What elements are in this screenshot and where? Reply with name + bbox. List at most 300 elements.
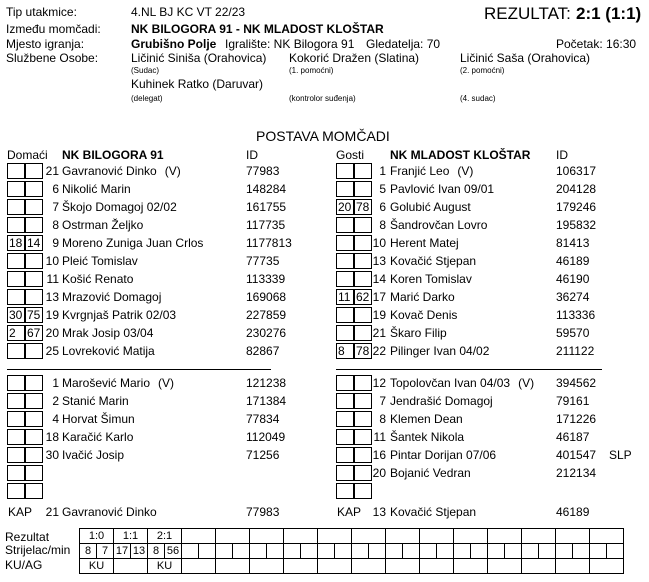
player-name [62, 182, 131, 196]
player-name-text: Mrazović Domagoj [62, 290, 162, 304]
player-name [390, 236, 459, 250]
minute-box: 78 [354, 199, 372, 215]
player-name-text: Topolovčan Ivan 04/03 [390, 376, 511, 390]
away-kap-id: 46189 [556, 505, 590, 519]
minute-box [7, 217, 25, 233]
score-kuag-cell [420, 559, 454, 574]
home-kap-name: Gavranović Dinko [62, 505, 157, 519]
minute-box [336, 271, 354, 287]
score-result-cell [216, 529, 250, 544]
score-kuag-cell [590, 559, 624, 574]
home-team-name: NK BILOGORA 91 [62, 148, 164, 162]
minute-box [25, 375, 43, 391]
official-role: (delegat) [131, 94, 163, 103]
score-kuag-cell [352, 559, 386, 574]
player-name [62, 200, 177, 214]
player-name [62, 326, 153, 340]
score-result-cell: 1:0 [80, 529, 114, 544]
player-name [390, 218, 487, 232]
player-id: 161755 [246, 200, 287, 214]
minute-box [354, 483, 372, 499]
player-number: 6 [52, 182, 59, 196]
minute-box [7, 199, 25, 215]
player-number: 17 [372, 290, 386, 304]
player-name [62, 218, 143, 232]
sluzbene-label: Službene Osobe: [6, 51, 99, 65]
minute-box [7, 343, 25, 359]
minute-box [336, 483, 354, 499]
score-cell [301, 544, 318, 559]
player-name-text: Šandrovčan Lovro [390, 218, 488, 232]
official-name: Kokorić Dražen (Slatina) [289, 51, 420, 65]
score-cell [488, 544, 505, 559]
pocetak: Početak: 16:30 [556, 37, 637, 51]
izmedu-value: NK BILOGORA 91 - NK MLADOST KLOŠTAR [131, 22, 384, 36]
player-name-text: Košić Renato [62, 272, 134, 286]
away-team-name: NK MLADOST KLOŠTAR [390, 148, 531, 162]
player-id: 46189 [556, 254, 590, 268]
player-name [390, 254, 476, 268]
player-id: 227859 [246, 308, 287, 322]
home-kap-label: KAP [8, 505, 33, 519]
player-tag: (V) [164, 164, 181, 178]
player-id: 1177813 [246, 236, 292, 250]
player-name [390, 344, 489, 358]
score-cell [386, 544, 403, 559]
score-cell [233, 544, 250, 559]
player-number: 5 [379, 182, 386, 196]
minute-box [25, 447, 43, 463]
score-kuag-cell [318, 559, 352, 574]
player-id: 77735 [246, 254, 280, 268]
minute-box: 11 [336, 289, 354, 305]
player-id: 394562 [556, 376, 597, 390]
official-role: (4. sudac) [460, 94, 496, 103]
minute-box: 18 [7, 235, 25, 251]
player-name-text: Karačić Karlo [62, 430, 134, 444]
player-number: 8 [379, 218, 386, 232]
player-number: 1 [379, 164, 386, 178]
score-cell [607, 544, 624, 559]
score-kuag-cell [216, 559, 250, 574]
minute-box [25, 271, 43, 287]
score-result-cell: 1:1 [114, 529, 148, 544]
player-id: 195832 [556, 218, 597, 232]
player-number: 4 [52, 412, 59, 426]
minute-box [7, 289, 25, 305]
player-id: 211122 [556, 344, 595, 358]
score-cell: 13 [131, 544, 148, 559]
player-id: 121238 [246, 376, 287, 390]
player-name-text: Marić Darko [390, 290, 455, 304]
score-kuag-cell [488, 559, 522, 574]
official-role: (Sudac) [131, 66, 160, 75]
score-cell [250, 544, 267, 559]
minute-box [336, 163, 354, 179]
score-kuag-cell [114, 559, 148, 574]
official-name: Ličinić Siniša (Orahovica) [131, 51, 267, 65]
divider-away [336, 369, 602, 370]
minute-box [25, 289, 43, 305]
score-cell [590, 544, 607, 559]
score-cell: 8 [80, 544, 97, 559]
minute-box [336, 217, 354, 233]
minute-box: 30 [7, 307, 25, 323]
score-cell [505, 544, 522, 559]
score-result-cell [488, 529, 522, 544]
score-label-kuag: KU/AG [5, 558, 43, 572]
player-name-text: Marošević Mario [62, 376, 151, 390]
player-number: 19 [372, 308, 386, 322]
minute-box [7, 411, 25, 427]
score-cell [216, 544, 233, 559]
player-name-text: Gavranović Dinko [62, 164, 157, 178]
score-cell [403, 544, 420, 559]
player-name [62, 376, 174, 390]
rezultat-value: 2:1 (1:1) [576, 4, 642, 23]
minute-box [25, 429, 43, 445]
divider-home [7, 369, 271, 370]
player-name-text: Mrak Josip 03/04 [62, 326, 154, 340]
player-name [390, 308, 457, 322]
player-name [390, 326, 447, 340]
score-cell: 56 [165, 544, 182, 559]
player-name [62, 344, 155, 358]
igraliste: Igralište: NK Bilogora 91 [225, 37, 355, 51]
player-name-text: Bojanić Vedran [390, 466, 471, 480]
player-number: 25 [45, 344, 59, 358]
away-kap-number: 13 [372, 505, 386, 519]
minute-box [7, 181, 25, 197]
player-number: 14 [372, 272, 386, 286]
minute-box [336, 393, 354, 409]
minute-box [25, 465, 43, 481]
minute-box [25, 217, 43, 233]
player-name-text: Škojo Domagoj 02/02 [62, 200, 177, 214]
minute-box [336, 325, 354, 341]
player-name-text: Stanić Marin [62, 394, 129, 408]
score-cell [573, 544, 590, 559]
minute-box: 78 [354, 343, 372, 359]
player-id: 82867 [246, 344, 280, 358]
player-name-text: Ivačić Josip [62, 448, 125, 462]
minute-box: 8 [336, 343, 354, 359]
player-name [62, 308, 176, 322]
player-name-text: Škaro Filip [390, 326, 447, 340]
score-label-strijelac: Strijelac/min [5, 543, 71, 557]
official-role: (1. pomoćni) [289, 66, 334, 75]
minute-box [7, 483, 25, 499]
minute-box [336, 411, 354, 427]
player-id: 113339 [246, 272, 286, 286]
izmedu-label: Između momčadi: [6, 22, 101, 36]
player-name-text: Moreno Zuniga Juan Crlos [62, 236, 204, 250]
score-kuag-cell [454, 559, 488, 574]
player-name-text: Pavlović Ivan 09/01 [390, 182, 495, 196]
player-id: 212134 [556, 466, 597, 480]
score-kuag-cell [386, 559, 420, 574]
score-kuag-cell [522, 559, 556, 574]
player-id: 117735 [246, 218, 286, 232]
player-name [390, 290, 455, 304]
away-kap-label: KAP [337, 505, 362, 519]
score-kuag-cell [284, 559, 318, 574]
player-name-text: Lovreković Matija [62, 344, 155, 358]
player-id: 401547 [556, 448, 597, 462]
player-number: 10 [372, 236, 386, 250]
player-name [62, 448, 124, 462]
score-cell [369, 544, 386, 559]
player-number: 11 [373, 430, 386, 444]
home-side-label: Domaći [7, 148, 48, 162]
player-name-text: Pintar Dorijan 07/06 [390, 448, 497, 462]
minute-box [25, 181, 43, 197]
player-name [62, 164, 181, 178]
player-number: 7 [379, 394, 386, 408]
score-kuag-cell: KU [148, 559, 182, 574]
player-name [390, 272, 472, 286]
player-number: 12 [372, 376, 386, 390]
score-cell: 17 [114, 544, 131, 559]
player-number: 6 [379, 200, 386, 214]
player-name [62, 412, 135, 426]
player-id: 46187 [556, 430, 590, 444]
score-cell [199, 544, 216, 559]
player-number: 7 [52, 200, 59, 214]
score-cell [454, 544, 471, 559]
player-name-text: Pleić Tomislav [62, 254, 138, 268]
player-number: 8 [379, 412, 386, 426]
player-name [62, 290, 161, 304]
score-result-cell [284, 529, 318, 544]
score-result-cell [420, 529, 454, 544]
player-id: 71256 [246, 448, 280, 462]
score-kuag-cell: KU [80, 559, 114, 574]
player-id: 77983 [246, 164, 280, 178]
score-cell [335, 544, 352, 559]
player-number: 19 [45, 308, 59, 322]
player-id: 230276 [246, 326, 287, 340]
minute-box: 62 [354, 289, 372, 305]
score-cell [471, 544, 488, 559]
mjesto-value: Grubišno Polje [131, 37, 217, 51]
gledatelja: Gledatelja: 70 [366, 37, 441, 51]
minute-box [25, 483, 43, 499]
score-result-cell [250, 529, 284, 544]
player-number: 21 [372, 326, 386, 340]
player-number: 10 [45, 254, 59, 268]
score-cell [556, 544, 573, 559]
player-number: 20 [372, 466, 386, 480]
player-number: 2 [52, 394, 59, 408]
player-name-text: Šantek Nikola [390, 430, 465, 444]
player-name [62, 430, 133, 444]
minute-box [336, 447, 354, 463]
player-name [62, 236, 203, 250]
player-id: 169068 [246, 290, 287, 304]
player-number: 20 [45, 326, 59, 340]
player-id: 59570 [556, 326, 590, 340]
score-result-cell [590, 529, 624, 544]
minute-box: 75 [25, 307, 43, 323]
player-id: 113336 [556, 308, 596, 322]
away-kap-name: Kovačić Stjepan [390, 505, 477, 519]
player-name-text: Herent Matej [390, 236, 459, 250]
score-result-cell: 2:1 [148, 529, 182, 544]
score-cell [284, 544, 301, 559]
player-name-text: Franjić Leo [390, 164, 450, 178]
player-id: 106317 [556, 164, 597, 178]
player-number: 22 [372, 344, 386, 358]
player-number: 13 [45, 290, 59, 304]
player-id: 179246 [556, 200, 597, 214]
minute-box [25, 163, 43, 179]
score-cell: 8 [148, 544, 165, 559]
player-tag: (V) [518, 376, 535, 390]
player-name [390, 200, 471, 214]
player-name-text: Pilinger Ivan 04/02 [390, 344, 490, 358]
player-name [390, 164, 473, 178]
minute-box [336, 181, 354, 197]
player-name-text: Kvrgnjaš Patrik 02/03 [62, 308, 177, 322]
rezultat-label: REZULTAT: [484, 4, 571, 23]
score-cell [318, 544, 335, 559]
player-name-text: Nikolić Marin [62, 182, 131, 196]
player-id: 148284 [246, 182, 287, 196]
minute-box [336, 253, 354, 269]
official-role: (2. pomoćni) [460, 66, 505, 75]
player-id: 77834 [246, 412, 280, 426]
player-id: 204128 [556, 182, 597, 196]
player-name [390, 182, 494, 196]
minute-box: 67 [25, 325, 43, 341]
minute-box [25, 253, 43, 269]
player-name [390, 430, 464, 444]
home-id-label: ID [246, 148, 258, 162]
player-tag: (V) [158, 376, 175, 390]
minute-box [7, 393, 25, 409]
player-name-text: Klemen Dean [390, 412, 463, 426]
minute-box [336, 429, 354, 445]
score-cell [539, 544, 556, 559]
player-number: 8 [52, 218, 59, 232]
player-name [390, 394, 493, 408]
score-grid [79, 528, 624, 574]
score-cell [420, 544, 437, 559]
score-kuag-cell [182, 559, 216, 574]
player-name-text: Ostrman Željko [62, 218, 144, 232]
score-result-cell [318, 529, 352, 544]
player-id: 81413 [556, 236, 590, 250]
minute-box [7, 163, 25, 179]
player-number: 18 [45, 430, 59, 444]
home-kap-id: 77983 [246, 505, 280, 519]
minute-box [25, 393, 43, 409]
score-result-cell [386, 529, 420, 544]
minute-box [25, 343, 43, 359]
player-number: 9 [52, 236, 59, 250]
minute-box [7, 375, 25, 391]
player-number: 13 [372, 254, 386, 268]
official-name: Kuhinek Ratko (Daruvar) [131, 77, 264, 91]
official-name: Ličinić Saša (Orahovica) [460, 51, 591, 65]
player-name [390, 376, 534, 390]
score-result-cell [352, 529, 386, 544]
minute-box: 20 [336, 199, 354, 215]
official-role: (kontrolor suđenja) [289, 94, 356, 103]
player-id: 36274 [556, 290, 590, 304]
home-kap-number: 21 [45, 505, 59, 519]
player-id: 171226 [556, 412, 597, 426]
mjesto-label: Mjesto igranja: [6, 37, 85, 51]
player-number: 16 [372, 448, 386, 462]
player-number: 11 [46, 272, 59, 286]
score-cell [182, 544, 199, 559]
tip-label: Tip utakmice: [6, 5, 77, 19]
score-cell: 7 [97, 544, 114, 559]
player-id: 112049 [246, 430, 286, 444]
minute-box [25, 199, 43, 215]
player-name-text: Horvat Šimun [62, 412, 135, 426]
player-name [62, 254, 138, 268]
minute-box [336, 375, 354, 391]
minute-box [25, 411, 43, 427]
player-name [390, 412, 463, 426]
away-id-label: ID [556, 148, 568, 162]
player-note: SLP [609, 448, 632, 462]
minute-box [336, 465, 354, 481]
player-id: 79161 [556, 394, 590, 408]
minute-box [336, 235, 354, 251]
postava-title: POSTAVA MOMČADI [256, 128, 390, 144]
player-name-text: Kovačić Stjepan [390, 254, 477, 268]
player-id: 46190 [556, 272, 590, 286]
score-kuag-cell [556, 559, 590, 574]
score-result-cell [182, 529, 216, 544]
minute-box [7, 271, 25, 287]
player-name [390, 448, 496, 462]
player-number: 1 [52, 376, 59, 390]
player-number: 21 [45, 164, 59, 178]
tip-value: 4.NL BJ KC VT 22/23 [131, 5, 246, 19]
player-name-text: Golubić August [390, 200, 471, 214]
score-cell [352, 544, 369, 559]
minute-box [7, 465, 25, 481]
minute-box: 14 [25, 235, 43, 251]
score-kuag-cell [250, 559, 284, 574]
minute-box [7, 253, 25, 269]
player-number: 30 [45, 448, 59, 462]
player-name [62, 394, 129, 408]
player-name-text: Jendrašić Domagoj [390, 394, 493, 408]
minute-box [7, 429, 25, 445]
minute-box [7, 447, 25, 463]
score-result-cell [522, 529, 556, 544]
score-result-cell [454, 529, 488, 544]
score-cell [522, 544, 539, 559]
player-name-text: Koren Tomislav [390, 272, 472, 286]
score-cell [267, 544, 284, 559]
player-name-text: Kovač Denis [390, 308, 458, 322]
player-name [390, 466, 471, 480]
away-side-label: Gosti [336, 148, 365, 162]
player-tag: (V) [457, 164, 474, 178]
score-label-rezultat: Rezultat [5, 530, 50, 544]
player-id: 171384 [246, 394, 287, 408]
minute-box: 2 [7, 325, 25, 341]
minute-box [336, 307, 354, 323]
player-name [62, 272, 133, 286]
